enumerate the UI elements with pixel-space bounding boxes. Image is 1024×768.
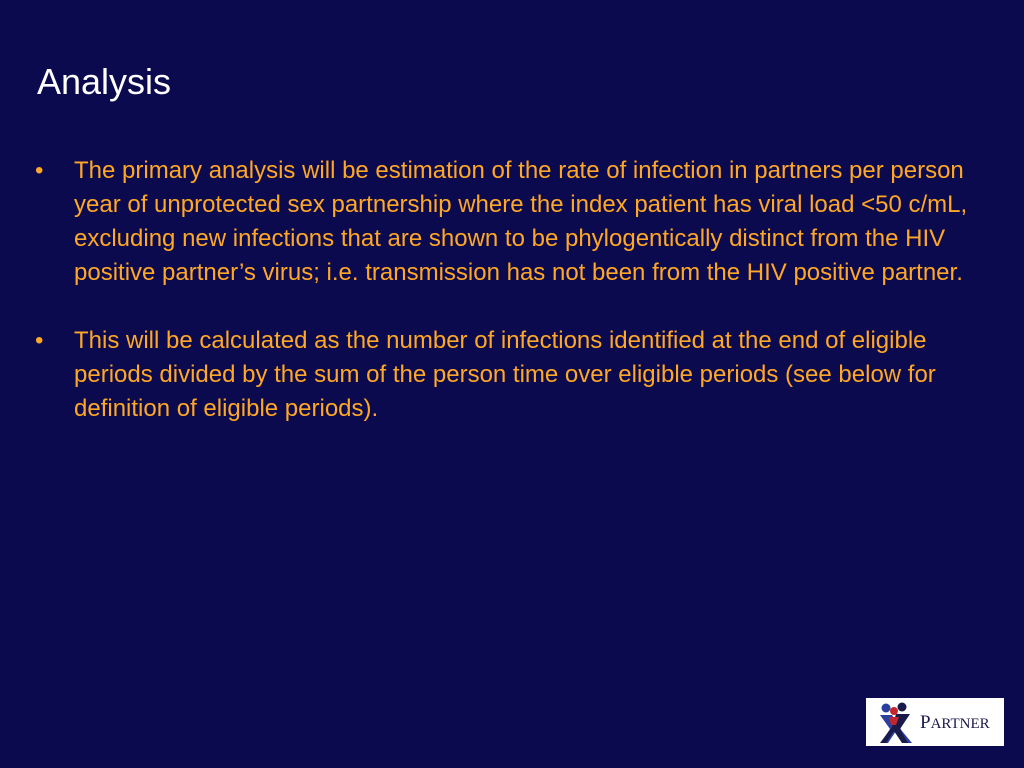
bullet-text: The primary analysis will be estimation of the rate of infection in partners per person year of unprotected sex partnership where the index patient has viral load <50 c/mL, excluding new infections that are shown to be phylogentically distinct from the HIV positive partner’s virus; i.e. transmission has not been from the HIV positive partner. xyxy=(74,157,968,286)
partner-logo-text: PARTNER xyxy=(920,712,990,733)
partner-logo xyxy=(866,698,1004,746)
bullet-text: This will be calculated as the number of infections identified at the end of eligible periods divided by the sum of the person time over eligible periods (see below for definition of eligible periods). xyxy=(74,327,936,422)
bullet-list xyxy=(0,154,1024,460)
bullet-item xyxy=(0,324,1024,426)
bullet-marker: • xyxy=(35,157,44,184)
slide-title: Analysis xyxy=(37,61,172,102)
bullet-item xyxy=(0,154,1024,290)
bullet-marker: • xyxy=(35,327,44,354)
partner-figures-icon xyxy=(872,701,922,745)
